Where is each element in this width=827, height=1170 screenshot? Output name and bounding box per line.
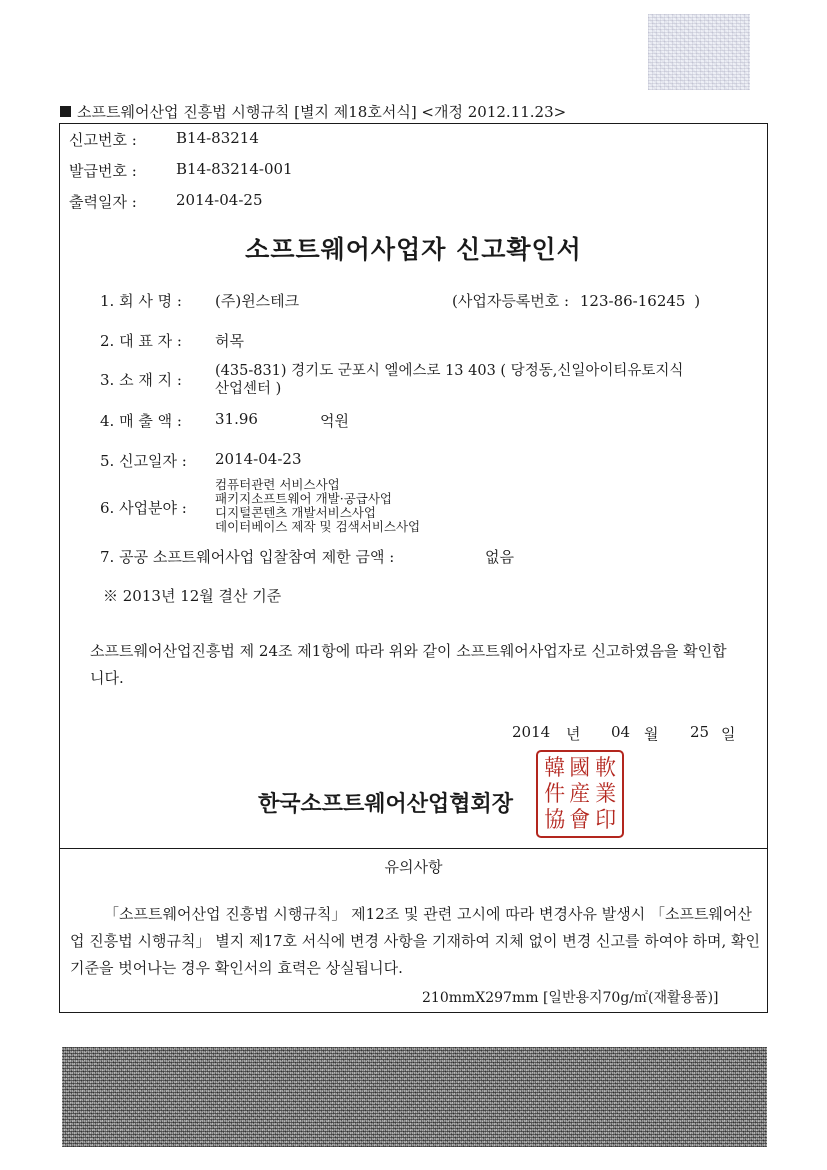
attestation-text: 소프트웨어산업진흥법 제 24조 제1항에 따라 위와 같이 소프트웨어사업자로 신고하였음을 확인합니다. [90, 642, 727, 687]
business-item: 컴퓨터관련 서비스사업 [215, 477, 340, 492]
seal-glyph: 業 [594, 782, 616, 807]
biz-reg-row [452, 290, 700, 311]
seal-glyph: 件 [544, 782, 566, 807]
company-value: (주)윈스테크 [215, 292, 300, 310]
report-date-label: 5. 신고일자 : [100, 452, 187, 470]
ceo-value: 허목 [215, 332, 244, 350]
seal-glyph: 印 [594, 808, 616, 833]
issue-no-row [69, 160, 293, 181]
address-line2: 산업센터 ) [215, 381, 282, 397]
date-day: 25 [690, 723, 710, 741]
form-caption-text: 소프트웨어산업 진흥법 시행규칙 [별지 제18호서식] <개정 2012.11.23> [77, 103, 567, 121]
date-month: 04 [611, 723, 631, 741]
settlement-note: ※ 2013년 12월 결산 기준 [103, 587, 282, 605]
seal-glyph: 産 [569, 782, 591, 807]
print-date-row [69, 191, 263, 212]
seal-glyph: 軟 [594, 756, 616, 781]
business-item: 디지털콘텐츠 개발서비스사업 [215, 505, 376, 520]
notice-divider [59, 848, 768, 849]
sales-unit: 억원 [320, 412, 349, 430]
report-no-label: 신고번호 : [69, 131, 137, 149]
issue-no-label: 발급번호 : [69, 162, 137, 180]
business-item: 데이터베이스 제작 및 검색서비스사업 [215, 519, 421, 534]
issuer-name: 한국소프트웨어산업협회장 [258, 792, 514, 817]
report-no-value: B14-83214 [176, 129, 259, 147]
date-month-unit: 월 [644, 725, 659, 743]
notice-body-text: 「소프트웨어산업 진흥법 시행규칙」 제12조 및 관련 고시에 따라 변경사유 발생시 「소프트웨어산업 진흥법 시행규칙」 별지 제17호 서식에 변경 사항을 기재하여 지체 없이 변경 신고를 하여야 하며, 확인기준을 벗어나는 경우 확인서의 효력은 상실됩니다. [70, 905, 760, 977]
biz-reg-label: (사업자등록번호 : [452, 292, 570, 310]
seal-glyph: 協 [544, 808, 566, 833]
sales-label: 4. 매 출 액 : [100, 412, 182, 430]
bid-limit-label: 7. 공공 소프트웨어사업 입찰참여 제한 금액 : [100, 548, 395, 566]
business-item: 패키지소프트웨어 개발·공급사업 [215, 491, 392, 506]
official-seal [536, 750, 624, 838]
seal-glyph: 韓 [544, 756, 566, 781]
company-label: 1. 회 사 명 : [100, 292, 182, 310]
document-title: 소프트웨어사업자 신고확인서 [245, 235, 582, 264]
report-no-row [69, 129, 259, 150]
sales-value: 31.96 [215, 410, 258, 428]
notice-title: 유의사항 [384, 858, 443, 876]
biz-reg-value: 123-86-16245 [579, 292, 686, 310]
seal-glyph: 會 [569, 808, 591, 833]
form-caption [60, 101, 566, 122]
paper-spec: 210mmX297mm [일반용지70g/㎡(재활용품)] [422, 990, 719, 1006]
ceo-label: 2. 대 표 자 : [100, 332, 182, 350]
seal-glyph: 國 [569, 756, 591, 781]
biz-reg-close: ) [694, 292, 701, 310]
top-security-pattern [648, 14, 750, 90]
bid-limit-value: 없음 [485, 548, 514, 566]
print-date-value: 2014-04-25 [176, 191, 263, 209]
square-bullet-icon [60, 106, 71, 117]
bottom-security-pattern [62, 1047, 767, 1147]
date-year: 2014 [512, 723, 551, 741]
report-date-value: 2014-04-23 [215, 450, 302, 468]
date-year-unit: 년 [566, 725, 581, 743]
issue-no-value: B14-83214-001 [176, 160, 293, 178]
address-line1: (435-831) 경기도 군포시 엘에스로 13 403 ( 당정동,신일아이티유토지식 [215, 363, 684, 379]
business-label: 6. 사업분야 : [100, 499, 187, 517]
date-day-unit: 일 [721, 725, 736, 743]
print-date-label: 출력일자 : [69, 193, 137, 211]
notice-body [70, 901, 765, 982]
address-label: 3. 소 재 지 : [100, 371, 182, 389]
